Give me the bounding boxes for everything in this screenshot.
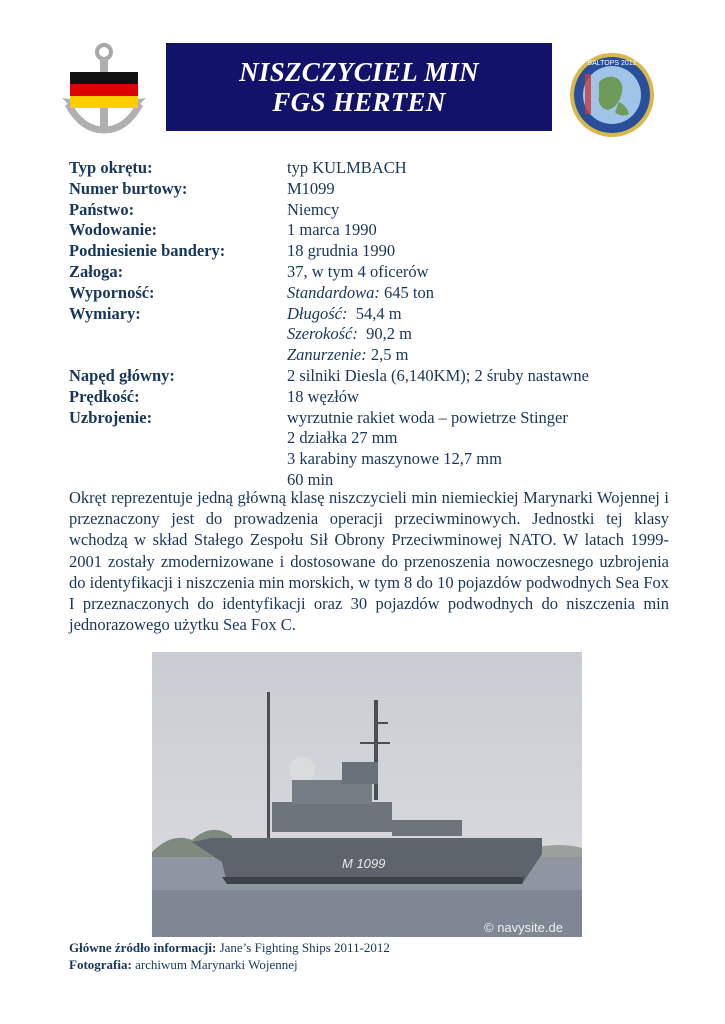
spec-row-crew: [69, 262, 669, 283]
spec-row-number: [69, 179, 669, 200]
spec-amount: 54,4 m: [355, 303, 402, 323]
spec-label: Wyporność:: [69, 282, 155, 302]
spec-prefix: Standardowa:: [287, 282, 380, 302]
title-line-2: FGS HERTEN: [272, 87, 446, 117]
spec-row-displacement: [69, 283, 669, 304]
photo-watermark: © navysite.de: [484, 920, 563, 935]
spec-prefix: Zanurzenie:: [287, 345, 367, 365]
spec-label: Wymiary:: [69, 303, 141, 323]
spec-value: 2 działka 27 mm: [287, 428, 398, 448]
title-line-1: NISZCZYCIEL MIN: [239, 57, 479, 87]
spec-label: Podniesienie bandery:: [69, 241, 226, 261]
spec-amount: 645 ton: [384, 282, 434, 302]
spec-label: Numer burtowy:: [69, 178, 188, 198]
spec-label: Napęd główny:: [69, 365, 175, 385]
spec-value: [287, 304, 669, 325]
spec-row-armament: [69, 408, 669, 429]
spec-amount: 90,2 m: [366, 324, 412, 344]
photo-credit-label: Fotografia:: [69, 957, 132, 972]
spec-row-dimensions: [69, 304, 669, 325]
spec-amount: 2,5 m: [370, 345, 409, 365]
title-banner: [166, 43, 552, 131]
spec-prefix: Szerokość:: [287, 324, 358, 344]
spec-value: 18 grudnia 1990: [287, 241, 396, 261]
spec-row-launched: [69, 220, 669, 241]
spec-value: M1099: [287, 178, 335, 198]
spec-label: Wodowanie:: [69, 220, 158, 240]
ship-photo: [152, 652, 582, 937]
source-value: Jane’s Fighting Ships 2011-2012: [219, 940, 390, 955]
spec-row-draft: [69, 345, 669, 366]
spec-row-armament-2: [69, 428, 669, 449]
spec-value: wyrzutnie rakiet woda – powietrze Stinger: [287, 407, 568, 427]
spec-row-speed: [69, 387, 669, 408]
baltops-badge-text: BALTOPS 2012: [587, 60, 637, 67]
source-line: [69, 939, 390, 956]
spec-value: [287, 283, 669, 304]
spec-row-type: [69, 158, 669, 179]
spec-row-country: [69, 200, 669, 221]
photo-credit-value: archiwum Marynarki Wojennej: [135, 957, 298, 972]
spec-value: 1 marca 1990: [287, 220, 377, 240]
ship-description: Okręt reprezentuje jedną główną klasę niszczycieli min niemieckiej Marynarki Wojennej i przeznaczony jest do prowadzenia operacji przeciwminowych. Jednostki tej klasy wchodzą w skład Stałego Zespołu Sił Obrony Przeciwminowej NATO. W latach 1999-2001 zostały zmodernizowane i dostosowane do przenoszenia nowoczesnego uzbrojenia do identyfikacji i niszczenia min morskich, w tym 8 do 10 pojazdów podwodnych Sea Fox I przeznaczonych do identyfikacji oraz 30 pojazdów podwodnych do niszczenia min jednorazowego użytku Sea Fox C.: [69, 488, 669, 635]
spec-row-width: [69, 324, 669, 345]
german-flag-anchor-emblem: [62, 42, 146, 134]
spec-value: Niemcy: [287, 199, 340, 219]
spec-row-propulsion: [69, 366, 669, 387]
spec-prefix: Długość:: [287, 303, 348, 323]
photo-credit-line: [69, 956, 390, 973]
spec-value: [287, 324, 669, 345]
source-label: Główne źródło informacji:: [69, 940, 217, 955]
baltops-2012-badge: [569, 52, 655, 138]
hull-number: M 1099: [342, 856, 386, 871]
spec-value: 2 silniki Diesla (6,140KM); 2 śruby nastawne: [287, 365, 590, 385]
spec-label: Uzbrojenie:: [69, 407, 153, 427]
spec-label: Prędkość:: [69, 386, 140, 406]
spec-value: 60 min: [287, 469, 334, 489]
spec-label: Państwo:: [69, 199, 135, 219]
ship-specifications: [69, 158, 669, 491]
source-credits: [69, 939, 390, 973]
spec-row-commissioned: [69, 241, 669, 262]
spec-value: 37, w tym 4 oficerów: [287, 261, 429, 281]
spec-value: 3 karabiny maszynowe 12,7 mm: [287, 449, 502, 469]
spec-value: [287, 345, 669, 366]
spec-value: typ KULMBACH: [287, 158, 407, 177]
spec-row-armament-3: [69, 449, 669, 470]
spec-value: 18 węzłów: [287, 386, 359, 406]
spec-label: Załoga:: [69, 261, 124, 281]
spec-label: Typ okrętu:: [69, 158, 153, 177]
